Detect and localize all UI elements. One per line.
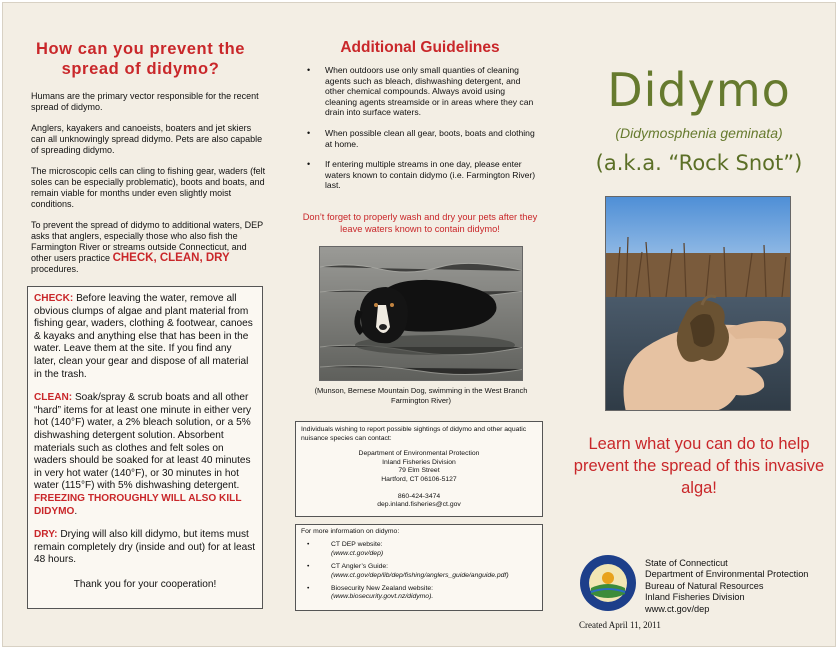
contact-address xyxy=(301,450,537,510)
more-info-intro: For more information on didymo: xyxy=(301,528,400,535)
ct-dep-seal-icon xyxy=(579,554,637,612)
scientific-name xyxy=(561,125,837,141)
agency-info xyxy=(645,558,808,615)
more-info-url[interactable]: (www.ct.gov/dep/lib/dep/fishing/anglers_guide/anguide.pdf) xyxy=(331,571,509,579)
guideline-item: • If entering multiple streams in one day, please enter waters known to contain didymo (i.e. Farmington River) last. xyxy=(307,159,539,191)
check-text: Before leaving the water, remove all obvious clumps of algae and plant material from fishing gear, waders, clothing & footwear, canoes & kayaks and anything else that has been in the water. Leave them at the site. If you find any later, clean your gear and dispose of all material in the trash. xyxy=(34,293,253,380)
prevent-heading: How can you prevent the spread of didymo? xyxy=(35,40,246,78)
more-info-url[interactable]: (www.biosecurity.govt.nz/didymo). xyxy=(331,593,434,601)
guidelines-list xyxy=(307,65,539,201)
prevent-paragraph xyxy=(31,220,267,275)
check-label: CHECK: xyxy=(34,293,74,304)
clean-paragraph: CLEAN: Soak/spray & scrub boats and all other “hard” items for at least one minute in either very hot (140°F) water, a 2% bleach solution, or a 5% dishwashing detergent solution. Absorbent materials such as clothes and felt soles on waders should be soaked for at least 40 minutes in very hot water (140°F), or 30 minutes in hot water (115°F) with 5% dishwashing detergent. FREEZING THOROUGHLY WILL ALSO KILL DIDYMO. xyxy=(34,392,252,517)
more-info-box xyxy=(295,524,543,611)
rock-snot-hand-image xyxy=(606,197,791,411)
clean-text: Soak/spray & scrub boats and all other “hard” items for at least one minute in either very hot (140°F) water, a 2% bleach solution, or a 5% dishwashing detergent solution. Absorbent materials such as clothes and felt soles on waders should be soaked for at least 40 minutes in very hot water (140°F), or 30 minutes in hot water (115°F) with 5% dishwashing detergent. xyxy=(34,392,252,492)
contact-email[interactable]: dep.inland.fisheries@ct.gov xyxy=(377,501,461,509)
contact-phone: 860-424-3474 xyxy=(397,492,441,500)
prevent-text: To prevent the spread of didymo to additional waters, DEP asks that anglers, especially those who also fish the Farmington River or streams outside Connecticut, and other users practice xyxy=(31,220,263,263)
hand-photo xyxy=(605,196,791,411)
prevent-tail: procedures. xyxy=(31,264,79,274)
more-info-name: • Biosecurity New Zealand website: xyxy=(331,585,433,593)
contact-line: 79 Elm Street xyxy=(398,467,440,475)
brochure xyxy=(2,2,836,647)
contact-line: Inland Fisheries Division xyxy=(382,458,456,466)
photo-caption: (Munson, Bernese Mountain Dog, swimming in the West Branch Farmington River) xyxy=(314,386,528,405)
freezing-emphasis: FREEZING THOROUGHLY WILL ALSO KILL DIDYMO xyxy=(34,492,242,517)
agency-line: Inland Fisheries Division xyxy=(645,592,745,603)
agency-website[interactable]: www.ct.gov/dep xyxy=(645,603,710,614)
check-paragraph xyxy=(34,293,256,381)
more-info-item xyxy=(301,541,537,558)
more-info-list xyxy=(301,541,537,601)
intro-paragraph-2: Anglers, kayakers and canoeists, boaters and jet skiers can all unknowingly spread didymo. Pets are also capable of spreading didymo. xyxy=(31,123,263,155)
check-clean-dry-emphasis: CHECK, CLEAN, DRY xyxy=(112,252,230,264)
intro-paragraph-3: The microscopic cells can cling to fishing gear, waders (felt soles can be especially problematic), boots and boats, and remain viable for months under even slightly moist conditions. xyxy=(31,166,266,209)
guidelines-heading: Additional Guidelines xyxy=(340,39,500,56)
panel-left xyxy=(3,3,278,648)
learn-message: Learn what you can do to help prevent the spread of this invasive alga! xyxy=(573,435,825,497)
thanks-text: Thank you for your cooperation! xyxy=(73,578,217,590)
contact-line: Hartford, CT 06106-5127 xyxy=(381,475,457,483)
guideline-item: • When possible clean all gear, boots, boats and clothing at home. xyxy=(307,128,539,149)
dog-swimming-image xyxy=(320,247,523,381)
ct-dep-seal xyxy=(579,554,637,612)
contact-box xyxy=(295,421,543,517)
didymo-title: Didymo xyxy=(607,63,791,117)
contact-line: Department of Environmental Protection xyxy=(358,450,480,458)
guideline-item: • When outdoors use only small quanties of cleaning agents such as bleach, dishwashing detergent, and other chemical compounds. Always avoid using cleaning agents streamside or in areas where they can drain into surface waters. xyxy=(307,65,539,118)
panel-right xyxy=(561,3,837,648)
aka-name: (a.k.a. “Rock Snot”) xyxy=(595,151,803,175)
dry-label: DRY: xyxy=(34,529,58,541)
pets-note: Don’t forget to properly wash and dry your pets after they leave waters known to contain didymo! xyxy=(302,212,538,234)
panel-middle xyxy=(281,3,559,648)
check-clean-dry-box xyxy=(27,286,263,609)
agency-line: State of Connecticut xyxy=(645,558,728,568)
more-info-name: • CT Angler’s Guide: xyxy=(331,563,389,571)
agency-line: Bureau of Natural Resources xyxy=(645,580,764,591)
clean-label: CLEAN: xyxy=(34,392,73,404)
dog-photo xyxy=(319,246,523,381)
more-info-name: • CT DEP website: xyxy=(331,541,383,549)
dry-paragraph xyxy=(34,529,256,567)
contact-intro: Individuals wishing to report possible sightings of didymo and other aquatic nuisance species can contact: xyxy=(301,426,527,442)
scientific-name-text: (Didymosphenia geminata) xyxy=(615,125,783,141)
created-date: Created April 11, 2011 xyxy=(579,620,661,630)
intro-paragraph-1: Humans are the primary vector responsible for the recent spread of didymo. xyxy=(31,91,259,112)
more-info-item xyxy=(301,585,537,602)
dry-text: Drying will also kill didymo, but items must remain completely dry (inside and out) for at least 48 hours. xyxy=(34,529,256,566)
more-info-url[interactable]: (www.ct.gov/dep) xyxy=(331,549,384,557)
more-info-item xyxy=(301,563,537,580)
agency-line: Department of Environmental Protection xyxy=(645,569,809,580)
